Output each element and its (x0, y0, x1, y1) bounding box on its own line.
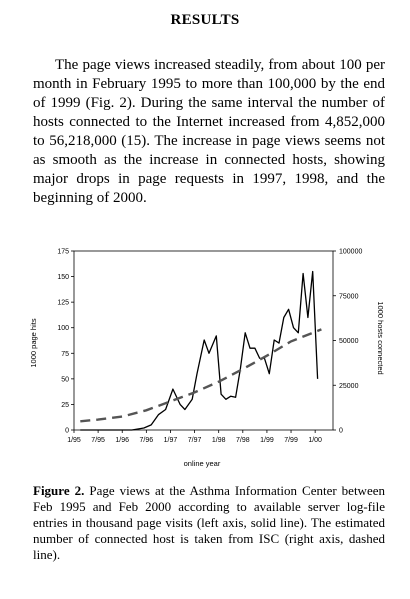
right-axis-label: 1000 hosts connected (376, 301, 385, 375)
left-tick-label: 0 (65, 427, 69, 435)
left-tick-label: 100 (57, 325, 69, 333)
left-tick-label: 150 (57, 274, 69, 282)
right-axis-ticks (333, 249, 362, 435)
x-tick-label: 7/99 (284, 437, 298, 444)
section-heading: RESULTS (170, 12, 240, 28)
x-tick-label: 7/98 (235, 437, 250, 444)
left-tick-label: 125 (57, 299, 69, 307)
right-tick-label: 75000 (339, 293, 359, 301)
x-tick-label: 1/95 (67, 437, 81, 444)
x-axis-label: online year (183, 459, 221, 468)
right-tick-label: 50000 (339, 338, 359, 345)
x-tick-label: 7/95 (91, 437, 105, 444)
left-tick-label: 175 (57, 248, 69, 256)
hosts-connected-line (80, 329, 321, 421)
figure-caption (33, 483, 385, 563)
caption-label: Figure 2. (33, 483, 85, 498)
x-axis-ticks (65, 427, 322, 444)
right-tick-label: 0 (339, 427, 343, 435)
x-tick-label: 7/97 (187, 437, 202, 444)
x-tick-label: 1/96 (115, 437, 130, 444)
page-hits-line (80, 272, 317, 431)
series-layer (80, 272, 321, 431)
caption-text: Page views at the Asthma Information Center between Feb 1995 and Feb 2000 according to available server log-file entries in thousand page visits (left axis, solid line). The estimated number of connected host is taken from ISC (right axis, dashed line). (33, 483, 385, 562)
left-axis-ticks (57, 249, 74, 435)
x-tick-label: 1/99 (260, 437, 274, 444)
left-tick-label: 50 (61, 376, 69, 384)
x-tick-label: 1/98 (211, 437, 226, 444)
right-tick-label: 100000 (339, 248, 363, 256)
x-tick-label: 1/00 (308, 437, 322, 444)
results-paragraph: The page views increased steadily, from about 100 per month in February 1995 to more than 100,000 by the end of 1999 (Fig. 2). During the same interval the number of hosts connected to the Internet increased from 4,852,000 to 56,218,000 (15). The increase in page views seems not as smooth as the increase in connected hosts, showing major drops in page requests in 1997, 1998, and the beginning of 2000. (33, 57, 385, 206)
x-tick-label: 7/96 (139, 437, 154, 444)
left-tick-label: 75 (61, 350, 69, 358)
right-tick-label: 25000 (339, 382, 359, 390)
left-tick-label: 25 (61, 401, 69, 409)
x-tick-label: 1/97 (163, 437, 178, 444)
figure-2-chart (0, 238, 410, 470)
left-axis-label: 1000 page hits (29, 318, 38, 368)
